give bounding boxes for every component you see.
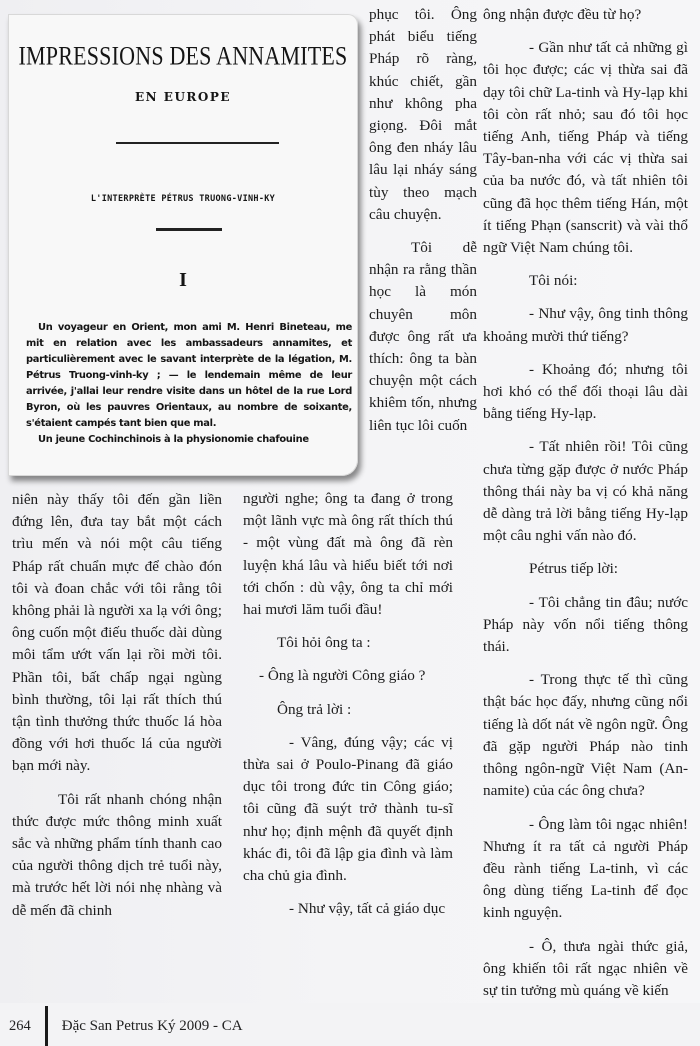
footer-divider <box>45 1006 48 1046</box>
newspaper-clipping <box>8 14 358 476</box>
clipping-subtitle: EN EUROPE <box>135 90 231 104</box>
dialogue-line: - Vâng, đúng vậy; các vị thừa sai ở Poulo-Pinang đã giáo dục tôi trong đức tin Công giáo; tôi cũng đã suýt trở thành tu-sĩ như họ; định mệnh đã quyết định khác đi, tôi đã lập gia đình và làm cha chủ gia đình. <box>243 733 453 885</box>
dialogue-line: - Ông làm tôi ngạc nhiên! Nhưng ít ra tất cả người Pháp đều rành tiếng La-tinh, vì các ông dùng tiếng La-tinh để đọc kinh nguyện. <box>483 815 688 922</box>
column-middle-upper <box>369 4 477 437</box>
clipping-paragraph: Un jeune Cochinchinois à la physionomie chafouine <box>38 434 309 445</box>
clipping-section-numeral: I <box>179 269 187 291</box>
page-footer <box>9 1006 243 1046</box>
clipping-divider <box>116 142 279 144</box>
dialogue-line: - Khoảng đó; nhưng tôi hơi khó có thể đối thoại lâu dài bằng tiếng Hy-lạp. <box>483 360 688 423</box>
body-paragraph: Ông trả lời : <box>277 700 352 718</box>
dialogue-line: - Như vậy, ông tinh thông khoảng mười thứ tiếng? <box>483 305 688 345</box>
body-paragraph: Tôi dễ nhận ra rằng thần học là món chuyên môn được ông rất ưa thích: ông ta bàn chuyện một cách khiêm tốn, nhưng liên tục lôi cuốn <box>369 239 477 434</box>
clipping-paragraph: Un voyageur en Orient, mon ami M. Henri Bineteau, me mit en relation avec les ambassadeurs annamites, et particulièrement avec le savant interprète de la légation, M. Pétrus Truong-vinh-ky ; — le lendemain même de leur arrivée, j'allai leur rendre visite dans un hôtel de la rue Lord Byron, où les pauvres Orientaux, au nombre de soixante, s'étaient campés tant bien que mal. <box>26 322 352 429</box>
body-paragraph: Tôi hỏi ông ta : <box>277 634 371 652</box>
body-paragraph: phục tôi. Ông phát biểu tiếng Pháp rõ ràng, khúc chiết, gần như không pha giọng. Đôi mắt ông đen nháy lâu lâu lại nháy sáng tùy theo mạch câu chuyện. <box>369 6 477 223</box>
column-right <box>483 4 688 1002</box>
body-paragraph: Tôi nói: <box>529 272 578 290</box>
dialogue-line: - Như vậy, tất cả giáo dục <box>289 900 446 918</box>
clipping-short-divider <box>156 228 222 231</box>
dialogue-line: - Tôi chẳng tin đâu; nước Pháp này vốn nổi tiếng thông thái. <box>483 593 688 656</box>
body-paragraph: ông nhận được đều từ họ? <box>483 6 642 23</box>
clipping-byline: L'INTERPRÈTE PÉTRUS TRUONG-VINH-KY <box>90 194 276 204</box>
body-paragraph: Pétrus tiếp lời: <box>529 560 619 578</box>
column-left-lower <box>12 489 222 922</box>
clipping-body <box>26 320 352 448</box>
dialogue-line: - Tất nhiên rồi! Tôi cũng chưa từng gặp được ở nước Pháp thông thái này ba vị có khả năng dễ dàng trả lời bằng tiếng Hy-lạp một câu nghi vấn nào đó. <box>483 438 688 545</box>
dialogue-line: - Ông là người Công giáo ? <box>259 667 426 685</box>
dialogue-line: - Trong thực tế thì cũng thật bác học đấy, nhưng cũng nổi tiếng là dốt nát về ngôn ngữ. Ông đã gặp người Pháp nào tinh thông ngôn-ngữ Việt Nam (An-namite) của các ông chưa? <box>483 671 688 800</box>
clipping-title: IMPRESSIONS DES ANNAMITES <box>18 40 348 71</box>
dialogue-line: - Gần như tất cả những gì tôi học được; các vị thừa sai đã dạy tôi chữ La-tinh và Hy-lạp khi tôi còn rất nhỏ; sau đó tôi học tiếng Anh, tiếng Pháp và tiếng Tây-ban-nha với các vị thừa sai của ba nước đó, và tất nhiên tôi cũng đã học thêm tiếng Hán, một ít tiếng Phạn (sanscrit) và vài thổ ngữ Việt Nam chúng tôi. <box>483 39 688 257</box>
page-number: 264 <box>9 1017 31 1034</box>
dialogue-line: - Ô, thưa ngài thức giả, ông khiến tôi rất ngạc nhiên về sự tin tưởng mù quáng về kiến <box>483 937 688 999</box>
body-paragraph: người nghe; ông ta đang ở trong một lãnh vực mà ông rất thích thú - một vùng đất mà ông đã rèn luyện khá lâu và hiểu biết tới nơi tới chốn : dù vậy, ông ta chỉ mới hai mươi lăm tuổi đầu! <box>243 490 453 619</box>
body-paragraph: niên này thấy tôi đến gần liền đứng lên, đưa tay bắt một cách trìu mến và nói một câu tiếng Pháp rất chuẩn mực để chào đón tôi và đoan chắc với tôi rằng tôi không phải là người xa lạ với ông; ông cuốn một điếu thuốc dài dùng môi tẩm ướt vấn lại rồi mời tôi. Phần tôi, bất chấp ngại ngùng bình thường, tôi lại rất thích thú tận tình thưởng thức thuốc lá hòa đồng với hơi thuốc lá của người bạn mới này. <box>12 491 222 775</box>
publication-name: Đặc San Petrus Ký 2009 - CA <box>61 1017 243 1034</box>
column-middle-lower <box>243 488 453 920</box>
body-paragraph: Tôi rất nhanh chóng nhận thức được mức thông minh xuất sắc và những phẩm tính thanh cao của người thông dịch trẻ tuổi này, mà trước hết lời nói nhẹ nhàng và dễ mến đã chinh <box>12 790 222 919</box>
